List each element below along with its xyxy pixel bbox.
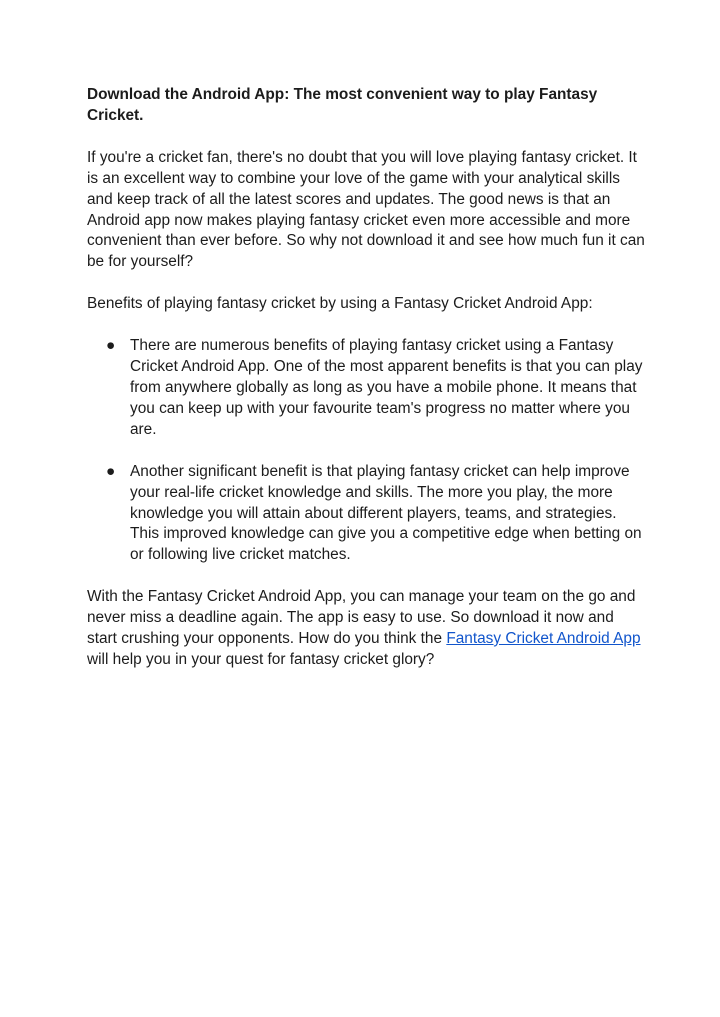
bullet-icon: ● xyxy=(106,462,116,480)
fantasy-cricket-app-link[interactable]: Fantasy Cricket Android App xyxy=(446,630,641,648)
closing-text-before-link: With the Fantasy Cricket Android App, you can manage your team on the go and never miss a deadline again. The app is easy to use. So download it now and start crushing your opponents. How do you think the xyxy=(87,588,636,648)
benefit-list-item xyxy=(87,462,647,567)
document-body xyxy=(87,85,647,692)
benefits-list xyxy=(87,336,647,566)
document-title: Download the Android App: The most convenient way to play Fantasy Cricket. xyxy=(87,86,598,124)
intro-paragraph: If you're a cricket fan, there's no doubt that you will love playing fantasy cricket. It is an excellent way to combine your love of the game with your analytical skills and keep track of all the latest scores and updates. The good news is that an Android app now makes playing fantasy cricket even more accessible and more convenient than ever before. So why not download it and see how much fun it can be for yourself? xyxy=(87,148,645,271)
benefit-text: There are numerous benefits of playing fantasy cricket using a Fantasy Cricket Android App. One of the most apparent benefits is that you can play from anywhere globally as long as you have a mobile phone. It means that you can keep up with your favourite team's progress no matter where you are. xyxy=(130,337,643,438)
benefit-text: Another significant benefit is that playing fantasy cricket can help improve your real-life cricket knowledge and skills. The more you play, the more knowledge you will attain about different players, teams, and strategies. This improved knowledge can give you a competitive edge when betting on or following live cricket matches. xyxy=(130,462,642,564)
bullet-icon: ● xyxy=(106,337,116,355)
closing-text-after-link: will help you in your quest for fantasy cricket glory? xyxy=(87,650,435,668)
benefits-heading: Benefits of playing fantasy cricket by using a Fantasy Cricket Android App: xyxy=(87,295,593,313)
benefit-list-item xyxy=(87,336,647,441)
closing-paragraph xyxy=(87,587,647,671)
